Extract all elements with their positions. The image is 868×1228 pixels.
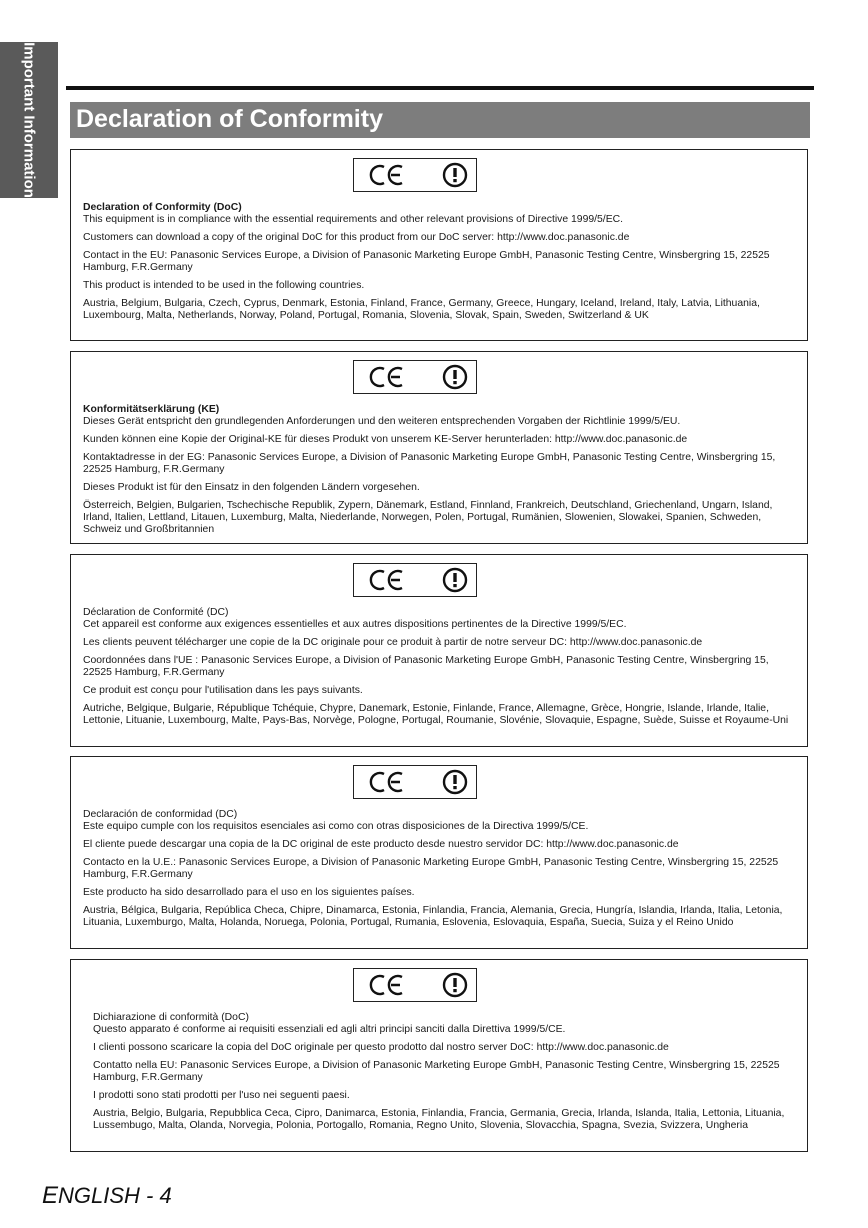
section-side-tab [0, 42, 58, 198]
alert-class2-icon [444, 569, 466, 591]
section-heading: Dichiarazione di conformità (DoC) [93, 1012, 249, 1023]
section-body [83, 404, 795, 542]
countries-text: Austria, Bélgica, Bulgaria, República Checa, Chipre, Dinamarca, Estonia, Finlandia, Francia, Alemania, Grecia, Hungría, Islandia, Irlanda, Italia, Letonia, Lituania, Luxemburgo, Malta, Holanda, Noruega, Polonia, Portugal, Rumania, Eslovenia, Eslovaquia, España, Suecia, Suiza y el Reino Unido [83, 905, 783, 928]
download-text: Kunden können eine Kopie der Original-KE für dieses Produkt von unserem KE-Server herunterladen: http://www.doc.panasonic.de [83, 434, 688, 445]
ce-mark-icon [371, 976, 402, 994]
doc-section-french [70, 554, 808, 747]
contact-text: Contatto nella EU: Panasonic Services Europe, a Division of Panasonic Marketing Europe GmbH, Panasonic Testing Centre, Winsbergring 15, 22525 Hamburg, F.R.Germany [93, 1060, 780, 1083]
download-text: El cliente puede descargar una copia de la DC original de este producto desde nuestro servidor DC: http://www.doc.panasonic.de [83, 839, 679, 850]
section-body [93, 1012, 795, 1138]
compliance-text: This equipment is in compliance with the essential requirements and other relevant provisions of Directive 1999/5/EC. [83, 214, 624, 225]
contact-text: Kontaktadresse in der EG: Panasonic Services Europe, a Division of Panasonic Marketing Europe GmbH, Panasonic Testing Centre, Winsbergring 15, 22525 Hamburg, F.R.Germany [83, 452, 776, 475]
ce-mark-logo [353, 360, 477, 394]
compliance-text: Este equipo cumple con los requisitos esenciales asi como con otras disposiciones de la Directiva 1999/5/CE. [83, 821, 589, 832]
top-rule [66, 86, 814, 90]
intended-use-text: Ce produit est conçu pour l'utilisation dans les pays suivants. [83, 685, 363, 696]
section-body [83, 607, 795, 733]
doc-section-italian [70, 959, 808, 1152]
intended-use-text: This product is intended to be used in the following countries. [83, 280, 365, 291]
download-text: I clienti possono scaricare la copia del DoC originale per questo prodotto dal nostro server DoC: http://www.doc.panasonic.de [93, 1042, 669, 1053]
compliance-text: Dieses Gerät entspricht den grundlegenden Anforderungen und den weiteren entsprechenden Vorgaben der Richtlinie 1999/5/EU. [83, 416, 681, 427]
compliance-text: Cet appareil est conforme aux exigences essentielles et aux autres dispositions pertinentes de la Directive 1999/5/EC. [83, 619, 627, 630]
ce-mark-icon [371, 166, 402, 184]
page-footer [42, 1182, 172, 1210]
ce-mark-icon [371, 571, 402, 589]
section-heading: Declaration of Conformity (DoC) [83, 202, 242, 213]
contact-text: Contacto en la U.E.: Panasonic Services Europe, a Division of Panasonic Marketing Europe GmbH, Panasonic Testing Centre, Winsbergring 15, 22525 Hamburg, F.R.Germany [83, 857, 779, 880]
alert-class2-icon [444, 366, 466, 388]
section-body [83, 202, 795, 328]
download-text: Les clients peuvent télécharger une copie de la DC originale pour ce produit à partir de notre serveur DC: http://www.doc.panasonic.de [83, 637, 703, 648]
section-heading: Konformitätserklärung (KE) [83, 404, 220, 415]
contact-text: Contact in the EU: Panasonic Services Europe, a Division of Panasonic Marketing Europe GmbH, Panasonic Testing Centre, Winsbergring 15, 22525 Hamburg, F.R.Germany [83, 250, 770, 273]
intended-use-text: Este producto ha sido desarrollado para el uso en los siguientes países. [83, 887, 415, 898]
page-title: Declaration of Conformity [76, 105, 383, 133]
alert-class2-icon [444, 164, 466, 186]
countries-text: Autriche, Belgique, Bulgarie, République Tchéquie, Chypre, Danemark, Estonie, Finlande, France, Allemagne, Grèce, Hongrie, Islande, Irlande, Italie, Lettonie, Lituanie, Luxembourg, Malte, Pays-Bas, Norvège, Pologne, Portugal, Roumanie, Slovénie, Slovaquie, Espagne, Suède, Suisse et Royaume-Uni [83, 703, 789, 726]
countries-text: Österreich, Belgien, Bulgarien, Tschechische Republik, Zypern, Dänemark, Estland, Finnland, Frankreich, Deutschland, Griechenland, Ungarn, Island, Irland, Italien, Lettland, Litauen, Luxemburg, Malta, Niederlande, Norwegen, Polen, Portugal, Rumänien, Slowenien, Slowakei, Spanien, Schweden, Schweiz und Großbritannien [83, 500, 773, 535]
countries-text: Austria, Belgium, Bulgaria, Czech, Cyprus, Denmark, Estonia, Finland, France, Germany, Greece, Hungary, Iceland, Ireland, Italy, Latvia, Lithuania, Luxembourg, Malta, Netherlands, Norway, Poland, Portugal, Romania, Slovenia, Slovak, Spain, Sweden, Switzerland & UK [83, 298, 760, 321]
title-bar [70, 102, 810, 138]
doc-section-german [70, 351, 808, 544]
compliance-text: Questo apparato é conforme ai requisiti essenziali ed agli altri principi sanciti dalla Direttiva 1999/5/CE. [93, 1024, 566, 1035]
ce-mark-logo [353, 765, 477, 799]
doc-section-english [70, 149, 808, 341]
intended-use-text: I prodotti sono stati prodotti per l'uso nei seguenti paesi. [93, 1090, 350, 1101]
section-heading: Declaración de conformidad (DC) [83, 809, 238, 820]
contact-text: Coordonnées dans l'UE : Panasonic Services Europe, a Division of Panasonic Marketing Europe GmbH, Panasonic Testing Centre, Winsbergring 15, 22525 Hamburg, F.R.Germany [83, 655, 769, 678]
footer-initial: E [42, 1182, 59, 1209]
countries-text: Austria, Belgio, Bulgaria, Repubblica Ceca, Cipro, Danimarca, Estonia, Finlandia, Francia, Germania, Grecia, Irlanda, Islanda, Italia, Lettonia, Lituania, Lussembugo, Malta, Olanda, Norvegia, Polonia, Portogallo, Romania, Regno Unito, Slovenia, Slovacchia, Spagna, Svezia, Svizzera, Ungheria [93, 1108, 785, 1131]
section-body [83, 809, 795, 935]
doc-section-spanish [70, 756, 808, 949]
ce-mark-icon [371, 368, 402, 386]
alert-class2-icon [444, 974, 466, 996]
alert-class2-icon [444, 771, 466, 793]
intended-use-text: Dieses Produkt ist für den Einsatz in den folgenden Ländern vorgesehen. [83, 482, 420, 493]
download-text: Customers can download a copy of the original DoC for this product from our DoC server: http://www.doc.panasonic.de [83, 232, 630, 243]
ce-mark-logo [353, 968, 477, 1002]
side-tab-label: Important Information [20, 42, 38, 198]
ce-mark-icon [371, 773, 402, 791]
section-heading: Déclaration de Conformité (DC) [83, 607, 229, 618]
ce-mark-logo [353, 563, 477, 597]
footer-label: NGLISH - 4 [58, 1183, 172, 1208]
ce-mark-logo [353, 158, 477, 192]
